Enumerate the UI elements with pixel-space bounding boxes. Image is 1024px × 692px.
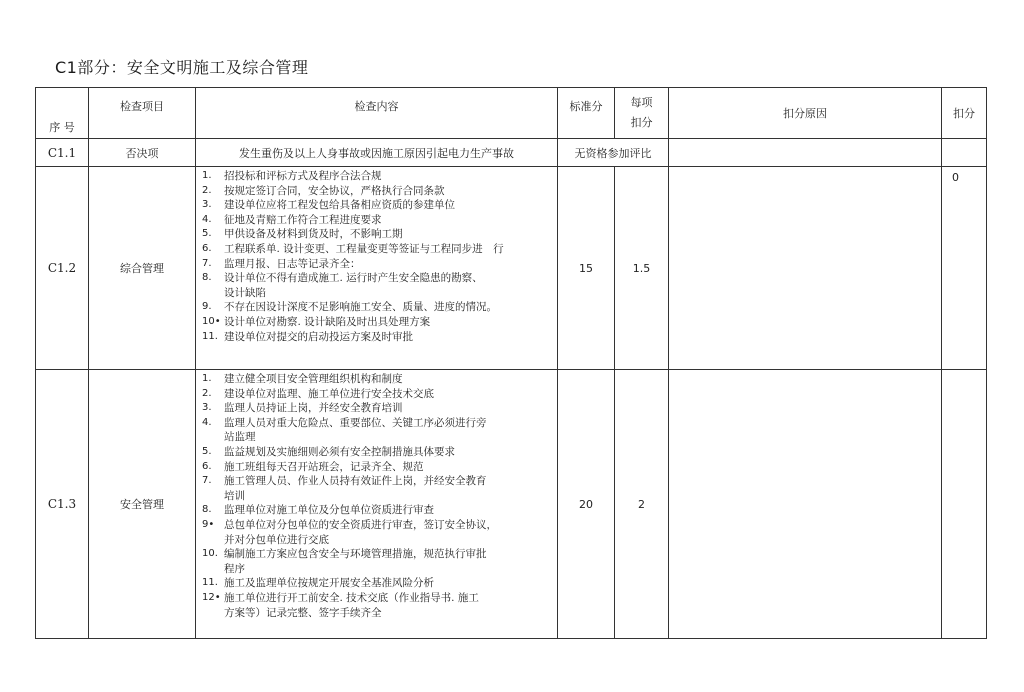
inspection-table — [35, 87, 987, 639]
list-item — [202, 372, 557, 387]
list-item — [202, 169, 557, 184]
list-item-text: 施工单位进行开工前安全. 技术交底（作业指导书. 施工 — [224, 591, 479, 604]
header-per-item-line2: 扣分 — [630, 116, 653, 129]
list-item-text: 设计单位对勘察. 设计缺陷及时出具处理方案 — [224, 315, 431, 328]
list-item-text: 监理单位对施工单位及分包单位资质进行审查 — [224, 504, 434, 517]
list-item-number: 4. — [202, 416, 212, 428]
list-item-number: 5. — [202, 445, 212, 457]
list-item-number — [202, 606, 224, 621]
header-standard: 标准分 — [558, 88, 615, 139]
list-item-text: 工程联系单. 设计变更、工程量变更等签证与工程同步进 行 — [224, 242, 504, 255]
header-reason: 扣分原因 — [669, 88, 942, 139]
list-item — [202, 591, 557, 606]
list-item-text: 监理月报、日志等记录齐全： — [224, 257, 361, 270]
list-item-number — [202, 533, 224, 548]
header-seq: 序 号 — [36, 88, 89, 139]
list-item — [202, 430, 557, 445]
list-item — [202, 213, 557, 228]
list-item-number: 8. — [202, 272, 212, 284]
list-item-text: 监理人员持证上岗，并经安全教育培训 — [224, 402, 403, 415]
list-item — [202, 184, 557, 199]
list-item-number: 6. — [202, 242, 212, 254]
list-item — [202, 474, 557, 489]
list-item-text: 按规定签订合同，安全协议，严格执行合同条款 — [224, 184, 445, 197]
list-item — [202, 489, 557, 504]
list-item-number: 10. — [202, 548, 218, 560]
list-item — [202, 286, 557, 301]
table-row — [36, 370, 987, 639]
list-item-number: 6. — [202, 460, 212, 472]
list-item-number — [202, 286, 224, 301]
list-item-text: 设计缺陷 — [224, 286, 266, 299]
list-item — [202, 242, 557, 257]
list-item-text: 建立健全项目安全管理组织机构和制度 — [224, 373, 403, 385]
list-item-text: 方案等）记录完整、签字手续齐全 — [224, 606, 382, 619]
list-item-number: 4. — [202, 213, 212, 225]
list-item-text: 施工及监理单位按规定开展安全基准风险分析 — [224, 577, 434, 590]
row-per-item: 1.5 — [615, 167, 669, 370]
list-item-number — [202, 489, 224, 504]
row-content-list — [196, 167, 558, 370]
list-item-text: 设计单位不得有造成施工. 运行时产生安全隐患的勘察、 — [224, 272, 483, 285]
list-item-text: 施工管理人员、作业人员持有效证件上岗，并经安全教育 — [224, 475, 487, 488]
list-item — [202, 300, 557, 315]
list-item-number: 2. — [202, 387, 212, 399]
content-list — [202, 169, 557, 344]
list-item-text: 施工班组每天召开站班会，记录齐全、规范 — [224, 460, 424, 473]
list-item-text: 监益规划及实施细则必须有安全控制措施具体要求 — [224, 445, 455, 458]
list-item-number: 3. — [202, 402, 212, 414]
list-item-number: 9. — [202, 301, 212, 313]
row-content-list — [196, 370, 558, 639]
list-item — [202, 547, 557, 562]
row-item: 综合管理 — [89, 167, 196, 370]
list-item — [202, 401, 557, 416]
row-standard: 20 — [558, 370, 615, 639]
list-item-number: 12• — [202, 591, 221, 603]
row-deduct — [942, 370, 987, 639]
row-code: C1.1 — [36, 139, 89, 167]
list-item — [202, 562, 557, 577]
list-item — [202, 445, 557, 460]
list-item — [202, 460, 557, 475]
row-standard: 15 — [558, 167, 615, 370]
list-item-text: 总包单位对分包单位的安全资质进行审查，签订安全协议， — [224, 518, 497, 531]
row-code: C1.2 — [36, 167, 89, 370]
content-list — [202, 372, 557, 620]
list-item-text: 监理人员对重大危险点、重要部位、关键工序必须进行旁 — [224, 416, 487, 429]
list-item-number: 5. — [202, 228, 212, 240]
list-item — [202, 503, 557, 518]
list-item — [202, 271, 557, 286]
list-item-number: 11. — [202, 330, 218, 342]
header-row — [36, 88, 987, 139]
page-title: C1部分：安全文明施工及综合管理 — [55, 58, 309, 77]
row-reason — [669, 370, 942, 639]
list-item-number: 8. — [202, 504, 212, 516]
row-reason — [669, 167, 942, 370]
row-deduct — [942, 139, 987, 167]
list-item-number — [202, 430, 224, 445]
list-item-number — [202, 562, 224, 577]
row-standard-merged: 无资格参加评比 — [558, 139, 669, 167]
table-row — [36, 139, 987, 167]
row-reason — [669, 139, 942, 167]
list-item-text: 站监理 — [224, 431, 256, 444]
list-item-number: 7. — [202, 475, 212, 487]
list-item — [202, 533, 557, 548]
list-item-text: 编制施工方案应包含安全与环境管理措施，规范执行审批 — [224, 548, 487, 561]
row-per-item: 2 — [615, 370, 669, 639]
list-item-number: 2. — [202, 184, 212, 196]
list-item-number: 11. — [202, 577, 218, 589]
list-item-text: 建设单位对提交的启动投运方案及时审批 — [224, 330, 413, 343]
header-content: 检查内容 — [196, 88, 558, 139]
list-item-number: 3. — [202, 199, 212, 211]
table-row — [36, 167, 987, 370]
list-item — [202, 518, 557, 533]
list-item — [202, 606, 557, 621]
list-item-number: 7. — [202, 257, 212, 269]
list-item-text: 并对分包单位进行交底 — [224, 533, 329, 546]
list-item — [202, 576, 557, 591]
header-item: 检查项目 — [89, 88, 196, 139]
header-per-item — [615, 88, 669, 139]
list-item — [202, 387, 557, 402]
row-item: 否决项 — [89, 139, 196, 167]
list-item — [202, 416, 557, 431]
row-code: C1.3 — [36, 370, 89, 639]
list-item — [202, 257, 557, 272]
list-item-text: 程序 — [224, 562, 245, 575]
list-item — [202, 330, 557, 345]
list-item-text: 培训 — [224, 489, 245, 502]
list-item-text: 不存在因设计深度不足影响施工安全、质量、进度的情况。 — [224, 301, 497, 314]
list-item — [202, 227, 557, 242]
list-item-number: 9• — [202, 518, 215, 530]
list-item — [202, 315, 557, 330]
row-item: 安全管理 — [89, 370, 196, 639]
row-content: 发生重伤及以上人身事故或因施工原因引起电力生产事故 — [196, 139, 558, 167]
row-deduct: 0 — [942, 167, 987, 370]
list-item-text: 甲供设备及材料到货及时，不影响工期 — [224, 228, 403, 241]
list-item — [202, 198, 557, 213]
list-item-number: 10• — [202, 315, 221, 327]
list-item-text: 建设单位对监理、施工单位进行安全技术交底 — [224, 387, 434, 400]
list-item-text: 建设单位应将工程发包给具备相应资质的参建单位 — [224, 199, 455, 212]
list-item-number: 1. — [202, 170, 212, 181]
list-item-text: 征地及青赔工作符合工程进度要求 — [224, 213, 382, 226]
header-deduct: 扣分 — [942, 88, 987, 139]
header-per-item-line1: 每项 — [630, 96, 653, 109]
list-item-text: 招投标和评标方式及程序合法合规 — [224, 170, 382, 182]
list-item-number: 1. — [202, 373, 212, 384]
